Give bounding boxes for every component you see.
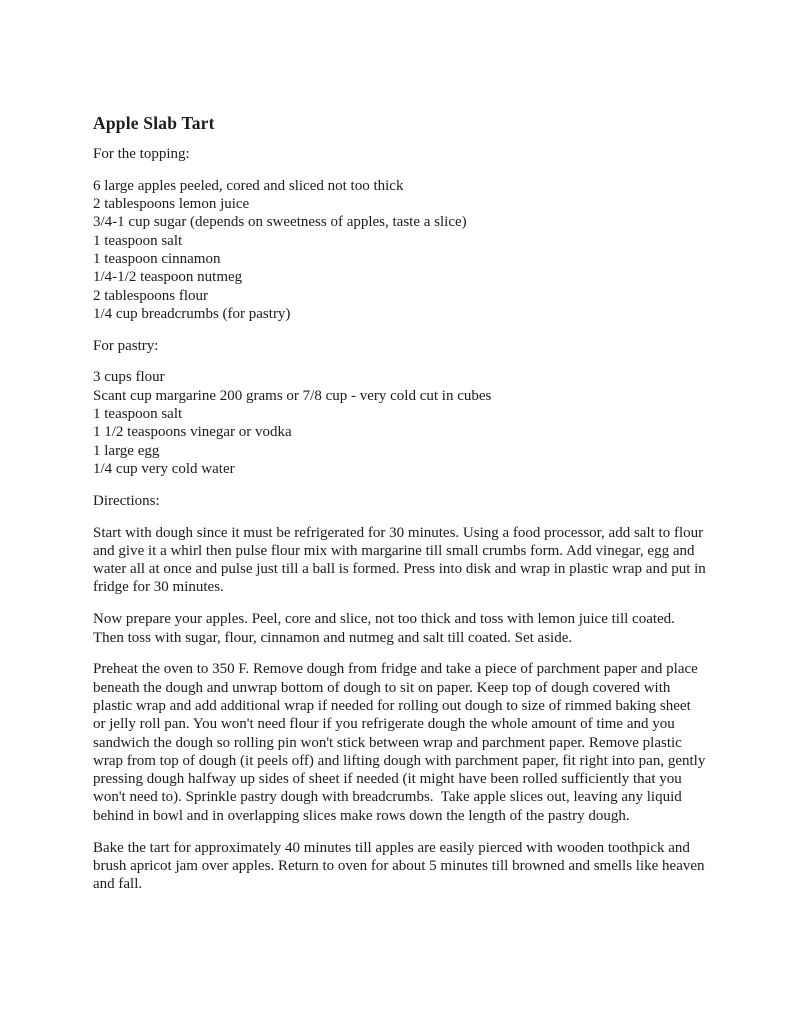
ingredient-line: 1/4-1/2 teaspoon nutmeg: [93, 269, 243, 286]
ingredient-line: 1 large egg: [93, 442, 160, 459]
pastry-section-heading: For pastry:: [93, 337, 159, 354]
ingredient-line: 3/4-1 cup sugar (depends on sweetness of apples, taste a slice): [93, 214, 467, 231]
directions-paragraph-dough: Start with dough since it must be refrigerated for 30 minutes. Using a food processor, add salt to flour and give it a whirl then pulse flour mix with margarine till small crumbs form. Add vinegar, egg and water all at once and pulse just till a ball is formed. Press into disk and wrap in plastic wrap and put in fridge for 30 minutes.: [93, 524, 710, 596]
directions-paragraph-baking: Bake the tart for approximately 40 minutes till apples are easily pierced with wooden toothpick and brush apricot jam over apples. Return to oven for about 5 minutes till browned and smells like heaven and fall.: [93, 839, 709, 893]
directions-paragraph-assembly: Preheat the oven to 350 F. Remove dough from fridge and take a piece of parchment paper and place beneath the dough and unwrap bottom of dough to sit on paper. Keep top of dough covered with plastic wrap and add additional wrap if needed for rolling out dough to size of rimmed baking sheet or jelly roll pan. You won't need flour if you refrigerate dough the whole amount of time and you sandwich the dough so rolling pin won't stick between wrap and parchment paper. Remove plastic wrap from top of dough (it peels off) and lifting dough with parchment paper, fit right into pan, gently pressing dough halfway up sides of sheet if needed (it might have been rolled sufficiently that you won't need to). Sprinkle pastry dough with breadcrumbs. Take apple slices out, leaving any liquid behind in bowl and in overlapping slices make rows down the length of the pastry dough.: [93, 661, 710, 824]
ingredient-line: 1 teaspoon salt: [93, 406, 183, 423]
ingredient-line: 2 tablespoons lemon juice: [93, 196, 250, 213]
ingredient-line: 2 tablespoons flour: [93, 287, 208, 304]
recipe-title: Apple Slab Tart: [93, 113, 215, 133]
pastry-ingredient-list: [93, 368, 706, 478]
ingredient-line: 1 1/2 teaspoons vinegar or vodka: [93, 424, 292, 441]
directions-paragraph-apples: Now prepare your apples. Peel, core and slice, not too thick and toss with lemon juice till coated. Then toss with sugar, flour, cinnamon and nutmeg and salt till coated. Set aside.: [93, 611, 679, 646]
directions-section-heading: Directions:: [93, 492, 160, 509]
ingredient-line: 3 cups flour: [93, 369, 165, 386]
ingredient-line: 1/4 cup very cold water: [93, 460, 235, 477]
topping-ingredient-list: [93, 177, 706, 323]
document-content: [93, 112, 710, 893]
ingredient-line: 1/4 cup breadcrumbs (for pastry): [93, 305, 291, 322]
topping-section-heading: For the topping:: [93, 146, 190, 162]
ingredient-line: 1 teaspoon cinnamon: [93, 250, 221, 267]
ingredient-line: Scant cup margarine 200 grams or 7/8 cup - very cold cut in cubes: [93, 387, 492, 404]
ingredient-line: 6 large apples peeled, cored and sliced not too thick: [93, 177, 404, 194]
ingredient-line: 1 teaspoon salt: [93, 232, 183, 249]
